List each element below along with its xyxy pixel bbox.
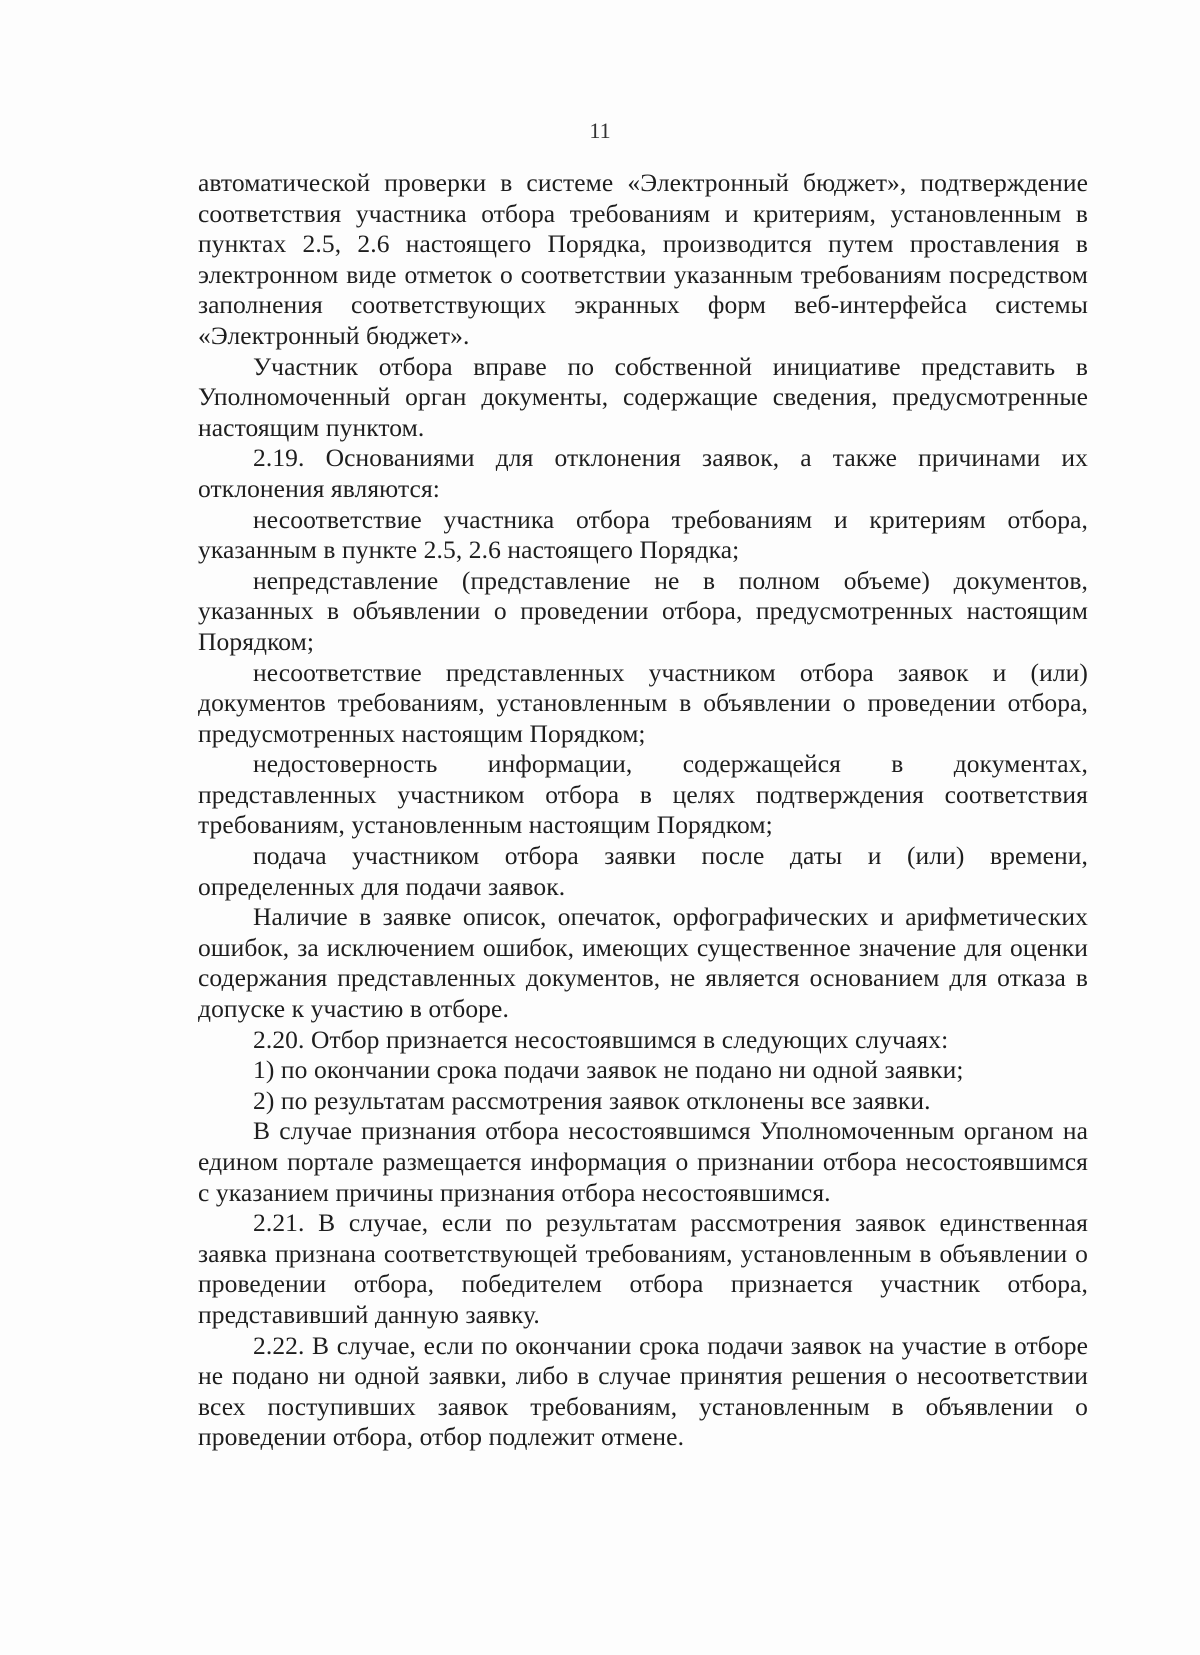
paragraph: 2.21. В случае, если по результатам рассмотрения заявок единственная заявка признана соответствующей требованиям, установленным в объявлении о проведении отбора, победителем отбора признается участник отбора, представивший данную заявку.	[198, 1208, 1088, 1329]
paragraph: Наличие в заявке описок, опечаток, орфографических и арифметических ошибок, за исключением ошибок, имеющих существенное значение для оценки содержания представленных документов, не является основанием для отказа в допуске к участию в отборе.	[198, 902, 1088, 1024]
document-body	[198, 168, 1088, 1453]
page-number: 11	[589, 118, 611, 143]
paragraph: недостоверность информации, содержащейся в документах, представленных участником отбора в целях подтверждения соответствия требованиям, установленным настоящим Порядком;	[198, 749, 1088, 840]
paragraph: автоматической проверки в системе «Электронный бюджет», подтверждение соответствия участника отбора требованиям и критериям, установленным в пунктах 2.5, 2.6 настоящего Порядка, производится путем проставления в электронном виде отметок о соответствии указанным требованиям посредством заполнения соответствующих экранных форм веб-интерфейса системы «Электронный бюджет».	[198, 168, 1088, 350]
paragraph: 2.22. В случае, если по окончании срока подачи заявок на участие в отборе не подано ни одной заявки, либо в случае принятия решения о несоответствии всех поступивших заявок требованиям, установленным в объявлении о проведении отбора, отбор подлежит отмене.	[198, 1330, 1088, 1452]
paragraph: 2) по результатам рассмотрения заявок отклонены все заявки.	[253, 1085, 931, 1115]
paragraph: подача участником отбора заявки после даты и (или) времени, определенных для подачи заявок.	[198, 841, 1088, 901]
paragraph: несоответствие участника отбора требованиям и критериям отбора, указанным в пункте 2.5, 2.6 настоящего Порядка;	[198, 504, 1088, 565]
paragraph: 2.20. Отбор признается несостоявшимся в следующих случаях:	[253, 1024, 949, 1054]
paragraph: 1) по окончании срока подачи заявок не подано ни одной заявки;	[253, 1055, 964, 1085]
paragraph: 2.19. Основаниями для отклонения заявок, а также причинами их отклонения являются:	[198, 443, 1088, 503]
paragraph: непредставление (представление не в полном объеме) документов, указанных в объявлении о проведении отбора, предусмотренных настоящим Порядком;	[198, 565, 1088, 656]
paragraph: Участник отбора вправе по собственной инициативе представить в Уполномоченный орган документы, содержащие сведения, предусмотренные настоящим пунктом.	[198, 351, 1088, 442]
paragraph: В случае признания отбора несостоявшимся Уполномоченным органом на едином портале размещается информация о признании отбора несостоявшимся с указанием причины признания отбора несостоявшимся.	[198, 1116, 1088, 1207]
paragraph: несоответствие представленных участником отбора заявок и (или) документов требованиям, установленным в объявлении о проведении отбора, предусмотренных настоящим Порядком;	[198, 657, 1088, 748]
